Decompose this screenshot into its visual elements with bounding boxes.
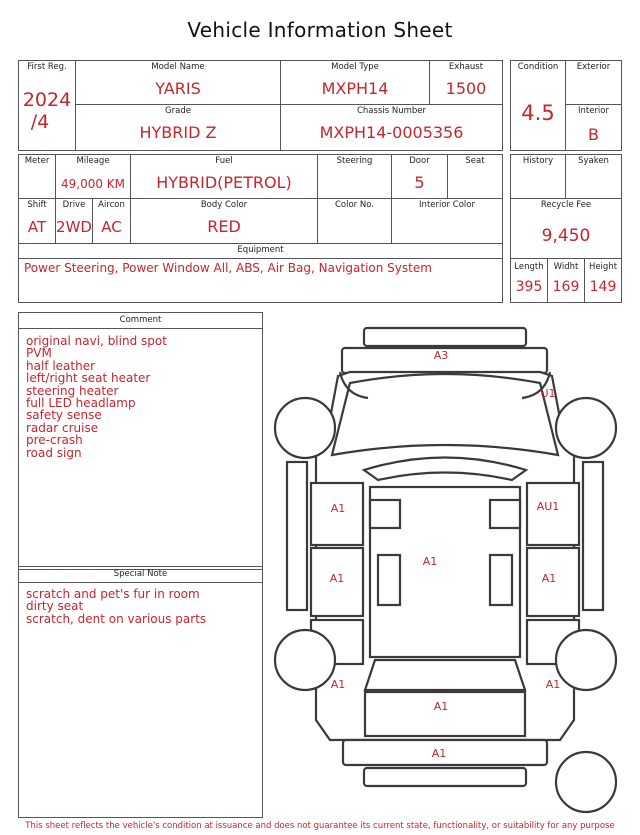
- shift-value: AT: [27, 218, 47, 236]
- model-type-value: MXPH14: [321, 79, 389, 98]
- comment-line: full LED headlamp: [26, 396, 136, 411]
- height-label: Height: [588, 262, 618, 272]
- color-no-label: Color No.: [334, 200, 374, 210]
- damage-mark-front-right: U1: [540, 387, 556, 400]
- exhaust-label: Exhaust: [448, 62, 484, 72]
- damage-mark-left-rear-quarter: A1: [330, 678, 346, 691]
- comment-label: Comment: [119, 315, 162, 325]
- special-note-line: scratch and pet's fur in room: [26, 587, 200, 601]
- damage-mark-right-rear-quarter: A1: [545, 678, 561, 691]
- mileage-label: Mileage: [76, 156, 110, 166]
- comment-line: PVM: [26, 346, 52, 361]
- sheet-title: Vehicle Information Sheet: [187, 18, 453, 42]
- left-rear-wheel: [275, 630, 335, 690]
- left-front-wheel: [275, 398, 335, 458]
- comment-line: safety sense: [26, 408, 102, 423]
- body-color-value: RED: [207, 217, 241, 236]
- right-front-wheel: [556, 398, 616, 458]
- right-front-door: [527, 483, 579, 545]
- condition-value: 4.5: [521, 101, 555, 125]
- damage-mark-right-rear-door: A1: [541, 572, 557, 585]
- comment-line: left/right seat heater: [26, 371, 151, 386]
- body-color-label: Body Color: [200, 200, 248, 210]
- exterior-label: Exterior: [576, 62, 611, 72]
- drive-label: Drive: [62, 200, 86, 210]
- exhaust-value: 1500: [445, 79, 487, 98]
- damage-mark-left-rear-door: A1: [329, 572, 345, 585]
- aircon-label: Aircon: [98, 200, 125, 210]
- first-reg-year: 2024: [22, 89, 72, 111]
- left-front-window: [490, 500, 520, 528]
- equipment-value: Power Steering, Power Window All, ABS, Air Bag, Navigation System: [24, 261, 432, 275]
- chassis-number-label: Chassis Number: [356, 106, 427, 116]
- comment-line: road sign: [26, 445, 82, 460]
- special-note-line: scratch, dent on various parts: [26, 611, 207, 626]
- shift-label: Shift: [27, 200, 47, 210]
- spare-wheel: [556, 752, 616, 812]
- mileage-value: 49,000 KM: [60, 177, 126, 191]
- door-label: Door: [409, 156, 430, 166]
- first-reg-label: First Reg.: [27, 62, 67, 72]
- fuel-label: Fuel: [215, 156, 233, 166]
- syaken-label: Syaken: [578, 156, 609, 166]
- condition-label: Condition: [517, 62, 559, 72]
- model-name-label: Model Name: [151, 62, 205, 72]
- first-reg-month: /4: [30, 111, 50, 133]
- drive-value: 2WD: [56, 218, 92, 236]
- left-rear-window: [370, 500, 400, 528]
- center-console-right: [490, 555, 512, 605]
- comment-line: steering heater: [26, 383, 119, 398]
- center-console-left: [378, 555, 400, 605]
- width-label: Widht: [553, 262, 579, 272]
- chassis-number-value: MXPH14-0005356: [319, 123, 464, 142]
- special-note-label: Special Note: [113, 569, 168, 579]
- interior-value: B: [588, 125, 599, 144]
- recycle-fee-label: Recycle Fee: [540, 200, 592, 210]
- model-type-label: Model Type: [331, 62, 379, 72]
- damage-mark-front-bumper: A3: [433, 349, 449, 362]
- damage-mark-left-front-door: A1: [330, 502, 346, 515]
- model-name-value: YARIS: [155, 79, 201, 98]
- grade-value: HYBRID Z: [139, 123, 217, 142]
- recycle-fee-value: 9,450: [541, 226, 591, 246]
- fuel-value: HYBRID(PETROL): [156, 173, 292, 192]
- special-note-line: dirty seat: [26, 599, 84, 614]
- width-value: 169: [552, 279, 580, 295]
- seat-label: Seat: [465, 156, 485, 166]
- damage-mark-roof: A1: [422, 555, 438, 568]
- disclaimer-footer: This sheet reflects the vehicle's condition at issuance and does not guarantee its current state, functionality, or suitability for any purpose: [25, 821, 615, 831]
- height-value: 149: [589, 279, 617, 295]
- right-rear-wheel: [556, 630, 616, 690]
- rear-bumper-bar: [364, 768, 526, 786]
- rear-hatch: [365, 692, 525, 736]
- damage-mark-rear-hatch: A1: [433, 700, 449, 713]
- comment-line: original navi, blind spot: [26, 334, 167, 348]
- damage-mark-right-front-door: AU1: [536, 500, 560, 513]
- damage-mark-rear-bumper: A1: [431, 747, 447, 760]
- meter-label: Meter: [24, 156, 50, 166]
- hood: [332, 374, 558, 455]
- comment-line: half leather: [26, 358, 96, 373]
- comment-line: pre-crash: [26, 433, 83, 448]
- length-value: 395: [515, 279, 543, 295]
- aircon-value: AC: [101, 218, 122, 236]
- left-side-strip: [287, 462, 307, 610]
- rear-window: [365, 660, 525, 690]
- door-value: 5: [414, 173, 425, 192]
- right-side-strip: [583, 462, 603, 610]
- front-bumper-bar: [364, 328, 526, 346]
- length-label: Length: [514, 262, 544, 272]
- interior-label: Interior: [577, 106, 609, 116]
- steering-label: Steering: [336, 156, 373, 166]
- history-label: History: [522, 156, 554, 166]
- comment-line: radar cruise: [26, 420, 99, 435]
- grade-label: Grade: [165, 106, 191, 116]
- interior-color-label: Interior Color: [419, 200, 475, 210]
- equipment-label: Equipment: [237, 245, 284, 255]
